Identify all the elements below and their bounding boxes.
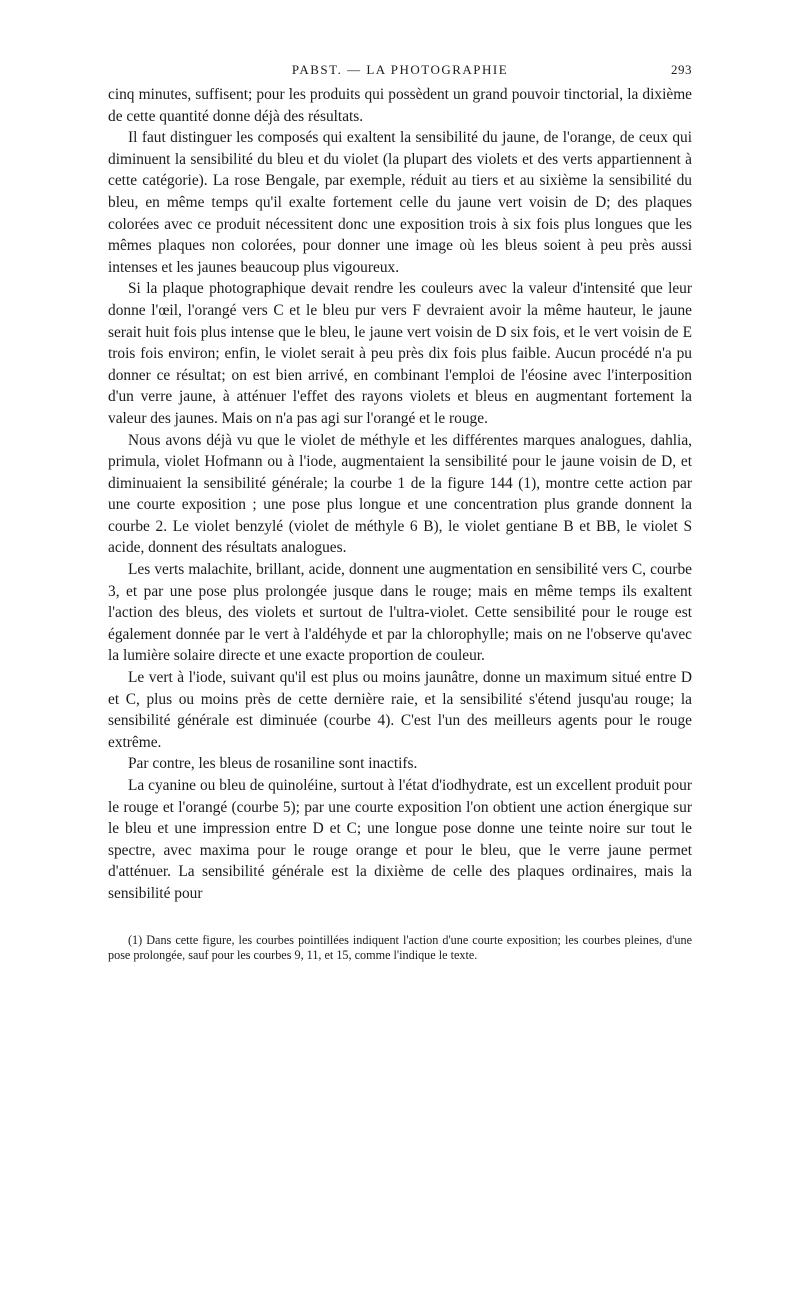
page-number: 293 bbox=[671, 62, 692, 77]
paragraph: Le vert à l'iode, suivant qu'il est plus ou moins jaunâtre, donne un maximum situé entre D et C, plus ou moins près de cette dernière raie, et la sensibilité s'étend jusqu'au rouge; la sensibilité générale est diminuée (courbe 4). C'est l'un des meilleurs agents pour le rouge extrême. bbox=[108, 669, 692, 751]
paragraph: Les verts malachite, brillant, acide, donnent une augmentation en sensibilité vers C, courbe 3, et par une pose plus prolongée jusque dans le rouge; mais en même temps ils exaltent l'action des bleus, des violets et surtout de l'ultra-violet. Cette sensibilité pour le rouge est également donnée par le vert à l'aldéhyde et par la chlorophylle; mais on ne l'observe qu'avec la lumière solaire directe et une exacte proportion de couleur. bbox=[108, 561, 692, 665]
paragraph: La cyanine ou bleu de quinoléine, surtout à l'état d'iodhydrate, est un excellent produit pour le rouge et l'orangé (courbe 5); par une courte exposition l'on obtient une action énergique sur le bleu et une impression entre D et C; une longue pose donne une teinte noire sur tout le spectre, avec maxima pour le rouge orange et pour le bleu, que le verre jaune permet d'atténuer. La sensibilité générale est la dixième de celle des plaques ordinaires, mais la sensibilité pour bbox=[108, 777, 692, 902]
page bbox=[108, 62, 692, 963]
running-title: PABST. — LA PHOTOGRAPHIE bbox=[291, 62, 509, 77]
paragraph: Si la plaque photographique devait rendre les couleurs avec la valeur d'intensité que leur donne l'œil, l'orangé vers C et le bleu pur vers F devraient avoir la même hauteur, le jaune serait huit fois plus intense que le bleu, le jaune vert voisin de D six fois, et le vert voisin de E trois fois environ; enfin, le violet serait à peu près dix fois plus faible. Aucun procédé n'a pu donner ce résultat; on est bien arrivé, en combinant l'emploi de l'éosine avec l'interposition d'un verre jaune, à atténuer l'effet des rayons violets et bleus en augmentant fortement la valeur des jaunes. Mais on n'a pas agi sur l'orangé et le rouge. bbox=[108, 280, 692, 427]
paragraph: Nous avons déjà vu que le violet de méthyle et les différentes marques analogues, dahlia, primula, violet Hofmann ou à l'iode, augmentaient la sensibilité pour le jaune voisin de D, et diminuaient la sensibilité générale; la courbe 1 de la figure 144 (1), montre cette action par une courte exposition ; une pose plus longue et une concentration plus grande donnent la courbe 2. Le violet benzylé (violet de méthyle 6 B), le violet gentiane B et BB, le violet S acide, donnent des résultats analogues. bbox=[108, 431, 692, 557]
footnote: (1) Dans cette figure, les courbes pointillées indiquent l'action d'une courte exposition; les courbes pleines, d'une pose prolongée, sauf pour les courbes 9, 11, et 15, comme l'indique le texte. bbox=[108, 932, 692, 962]
paragraph: Par contre, les bleus de rosaniline sont inactifs. bbox=[128, 755, 418, 773]
body-text bbox=[108, 84, 692, 905]
running-header bbox=[108, 62, 692, 84]
paragraph: cinq minutes, suffisent; pour les produits qui possèdent un grand pouvoir tinctorial, la dixième de cette quantité donne déjà des résultats. bbox=[108, 86, 692, 125]
paragraph: Il faut distinguer les composés qui exaltent la sensibilité du jaune, de l'orange, de ceux qui diminuent la sensibilité du bleu et du violet (la plupart des violets et des verts appartiennent à cette catégorie). La rose Bengale, par exemple, réduit au tiers et au sixième la sensibilité du bleu, en même temps qu'il exalte fortement celle du jaune vert voisin de D; des plaques colorées avec ce produit nécessitent donc une exposition trois à six fois plus longues que les mêmes plaques non colorées, pour donner une image où les bleus soient à peu près aussi intenses et les jaunes beaucoup plus vigoureux. bbox=[108, 129, 692, 276]
